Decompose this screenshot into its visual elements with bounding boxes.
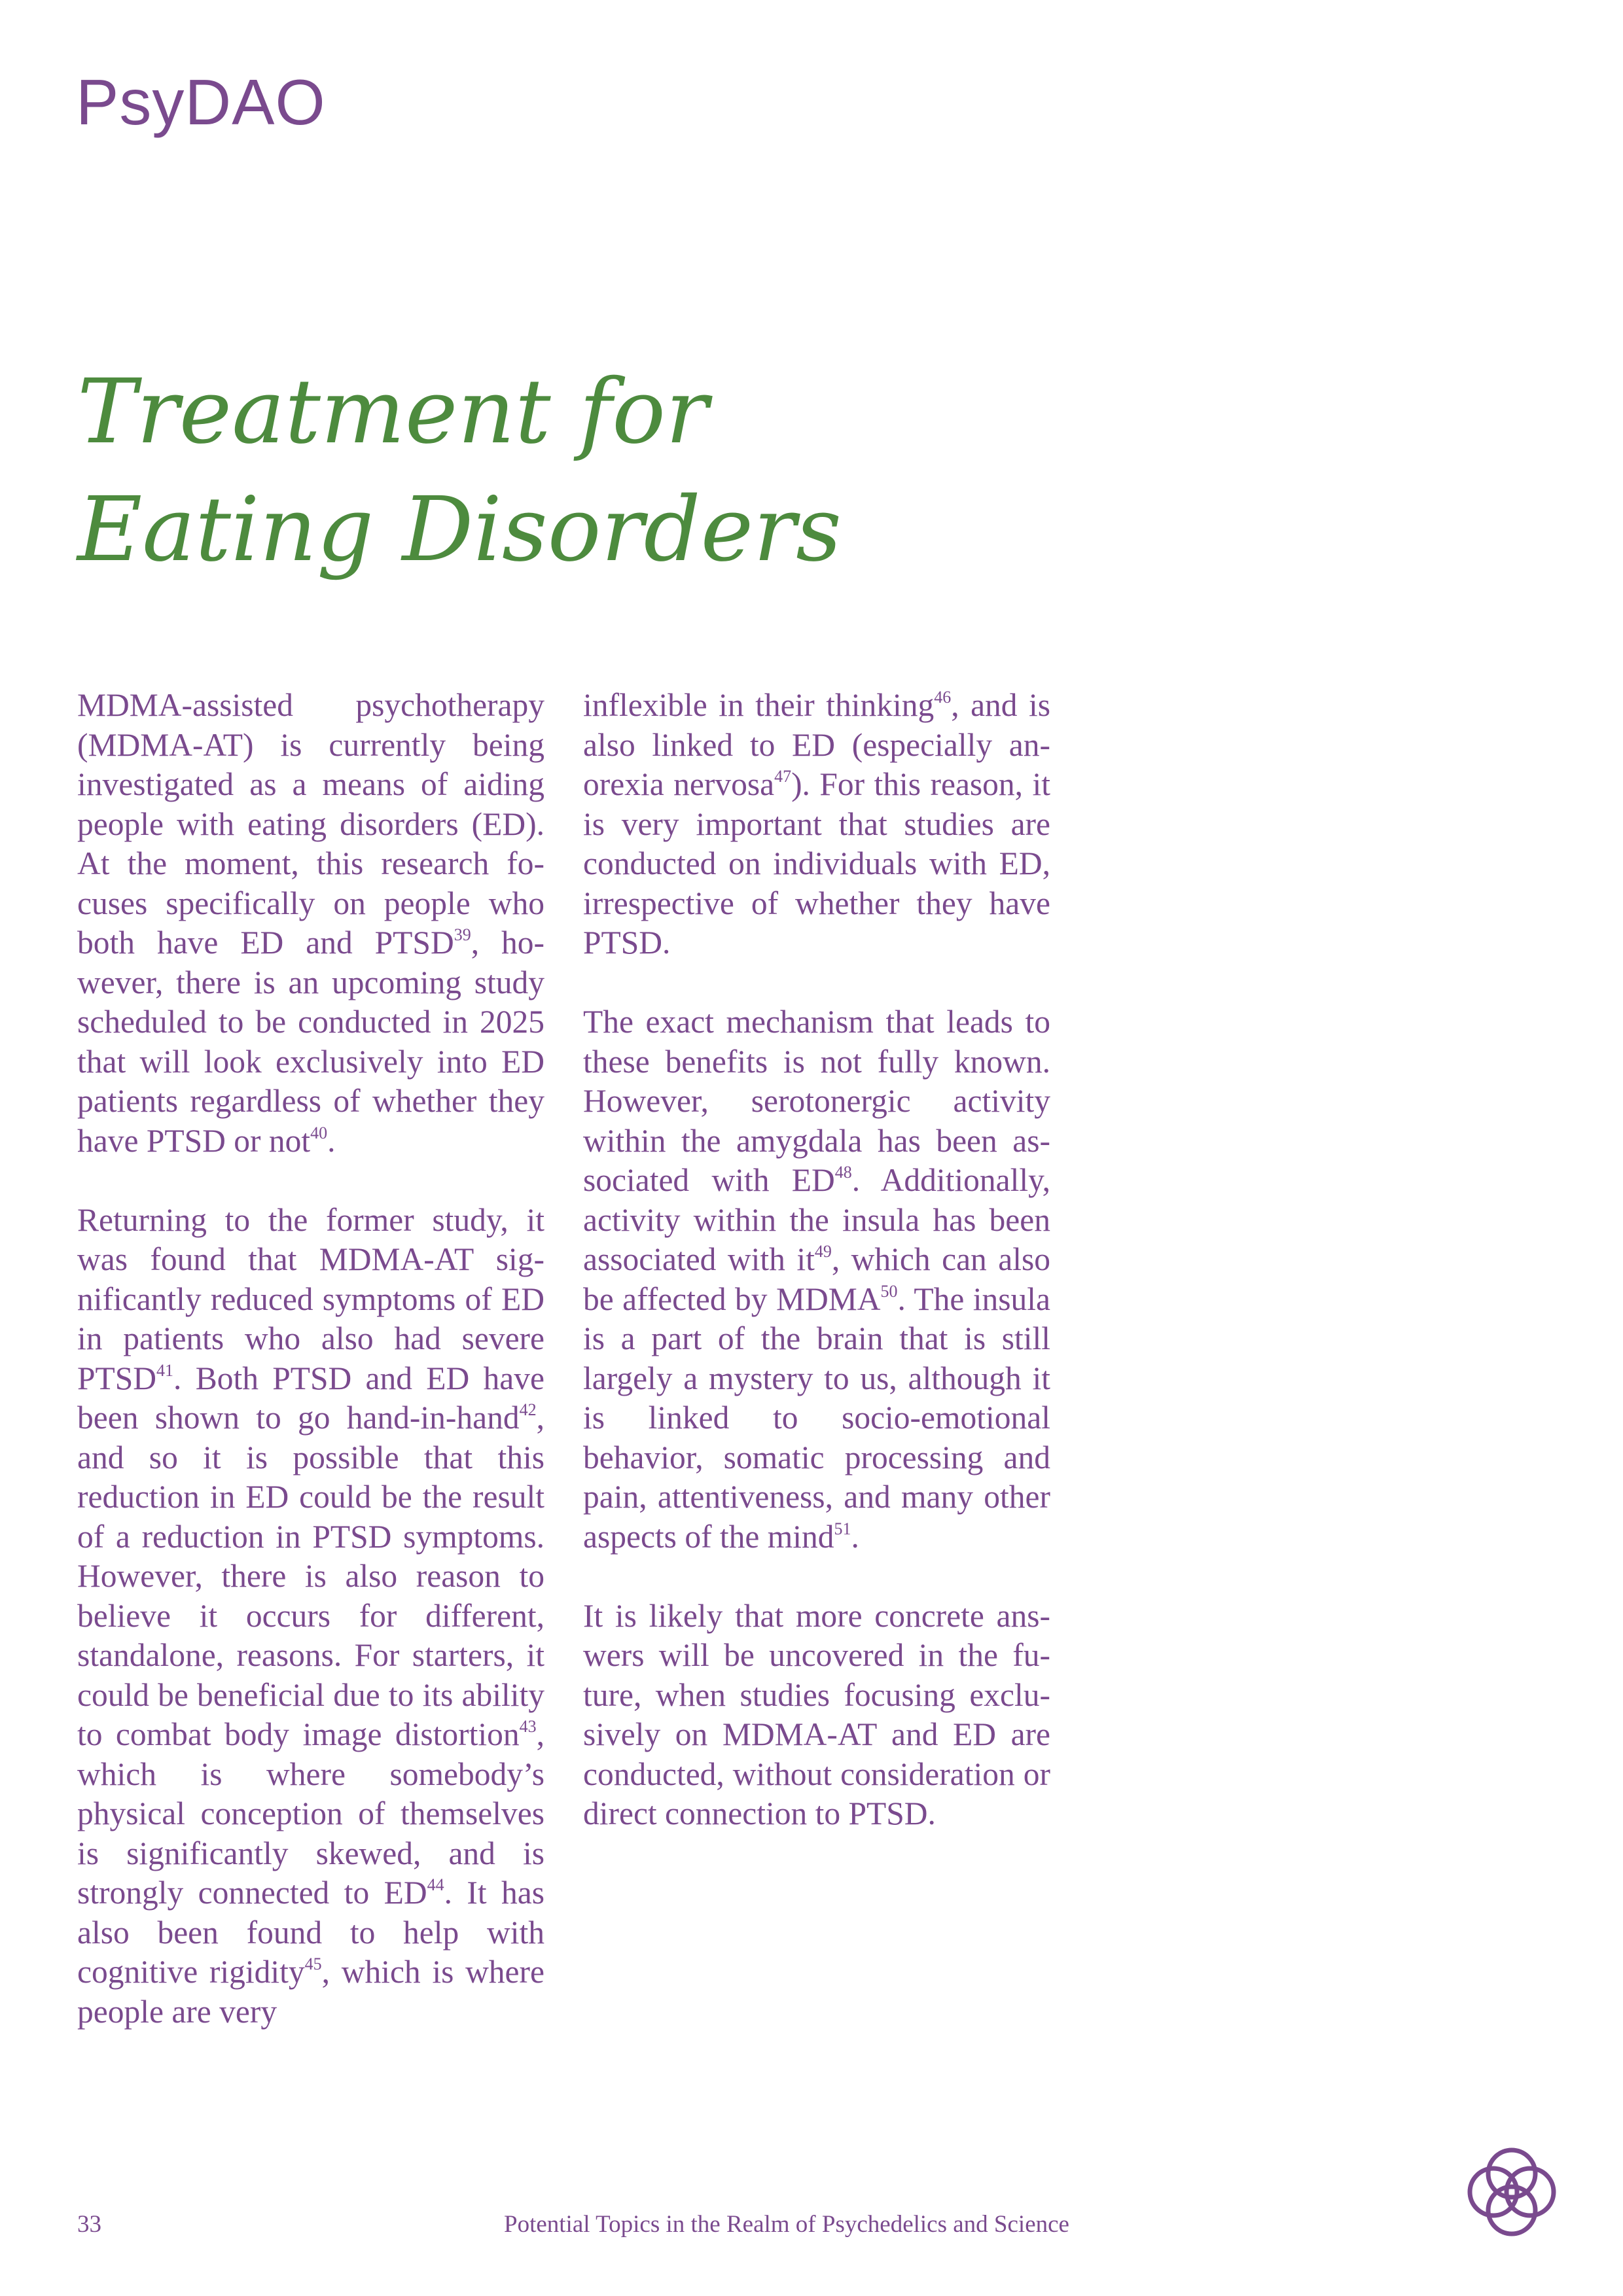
page-title-line-2: Eating Disorders bbox=[77, 478, 842, 582]
text-segment: , however, there is an upcoming study scheduled to be conducted in 2025 that will look exclusively into ED patients regardless of whether they have PTSD or not bbox=[77, 925, 544, 1159]
footnote-ref: 39 bbox=[454, 925, 471, 944]
page-title-line-1: Treatment for bbox=[77, 361, 709, 464]
footnote-ref: 47 bbox=[774, 767, 792, 786]
footnote-ref: 45 bbox=[304, 1954, 322, 1973]
body-column-right bbox=[583, 686, 1050, 1873]
paragraph bbox=[77, 1201, 544, 2032]
text-segment: It is likely that more concrete answers will be uncovered in the future, when studies focusing exclusively on MDMA-AT and ED are conducted, without consideration or direct connection to PTSD. bbox=[583, 1597, 1050, 1831]
footnote-ref: 50 bbox=[880, 1281, 898, 1301]
footnote-ref: 42 bbox=[519, 1400, 537, 1419]
text-segment: , and so it is possible that this reduction in ED could be the result of a reduction in PTSD symptoms. However, there is also reason to believe it occurs for different, standalone, reasons. For starters, it could be beneficial due to its ability to combat body image distortion bbox=[77, 1400, 544, 1752]
text-segment: Returning to the former study, it was found that MDMA-AT significantly reduced symptoms of ED in patients who also had severe PTSD bbox=[77, 1201, 544, 1396]
footnote-ref: 43 bbox=[519, 1717, 537, 1736]
text-segment: , which is where somebody’s physical conception of themselves is significantly skewed, and is strongly connected to ED bbox=[77, 1716, 544, 1911]
text-segment: , which can also be affected by MDMA bbox=[583, 1241, 1050, 1317]
text-segment: . The insula is a part of the brain that is still largely a mystery to us, although it is linked to socio-emotional behavior, somatic processing and pain, attentiveness, and many other aspects of the mind bbox=[583, 1280, 1050, 1555]
paragraph bbox=[583, 1002, 1050, 1557]
page-title bbox=[77, 353, 842, 589]
body-column-left bbox=[77, 686, 544, 2072]
footnote-ref: 48 bbox=[834, 1163, 852, 1182]
text-segment: . bbox=[327, 1122, 336, 1159]
paragraph bbox=[583, 1597, 1050, 1834]
interlocking-circles-logo-icon bbox=[1466, 2146, 1558, 2238]
text-segment: . bbox=[851, 1518, 859, 1555]
running-title: Potential Topics in the Realm of Psychedelics and Science bbox=[504, 2211, 1069, 2238]
paragraph bbox=[583, 686, 1050, 963]
footnote-ref: 40 bbox=[310, 1123, 328, 1142]
brand-logo-text: PsyDAO bbox=[76, 66, 326, 138]
text-segment: . Both PTSD and ED have been shown to go hand-in-hand bbox=[77, 1360, 544, 1436]
footnote-ref: 41 bbox=[156, 1360, 174, 1380]
text-segment: MDMA-assisted psychotherapy (MDMA-AT) is currently being investigated as a means of aiding people with eating disorders (ED). At the moment, this research focuses specifically on people who both have ED and PTSD bbox=[77, 687, 544, 961]
text-segment: The exact mechanism that leads to these benefits is not fully known. However, serotonergic activity within the amygdala has been associated with ED bbox=[583, 1004, 1050, 1198]
text-segment: . It has also been found to help with cognitive rigidity bbox=[77, 1875, 544, 1990]
text-segment: ). For this reason, it is very important that studies are conducted on individuals with ED, irrespective of whether they have PTSD. bbox=[583, 766, 1050, 961]
text-segment: inflexible in their thinking bbox=[583, 687, 935, 723]
footnote-ref: 49 bbox=[814, 1242, 832, 1261]
footnote-ref: 44 bbox=[427, 1875, 444, 1894]
paragraph bbox=[77, 686, 544, 1161]
page-number: 33 bbox=[77, 2211, 101, 2238]
footnote-ref: 51 bbox=[834, 1519, 851, 1538]
text-segment: , which is where people are very bbox=[77, 1954, 544, 2030]
footnote-ref: 46 bbox=[934, 688, 952, 707]
text-segment: . Additionally, activity within the insula has been associated with it bbox=[583, 1162, 1050, 1277]
text-segment: , and is also linked to ED (especially anorexia nervosa bbox=[583, 687, 1050, 802]
